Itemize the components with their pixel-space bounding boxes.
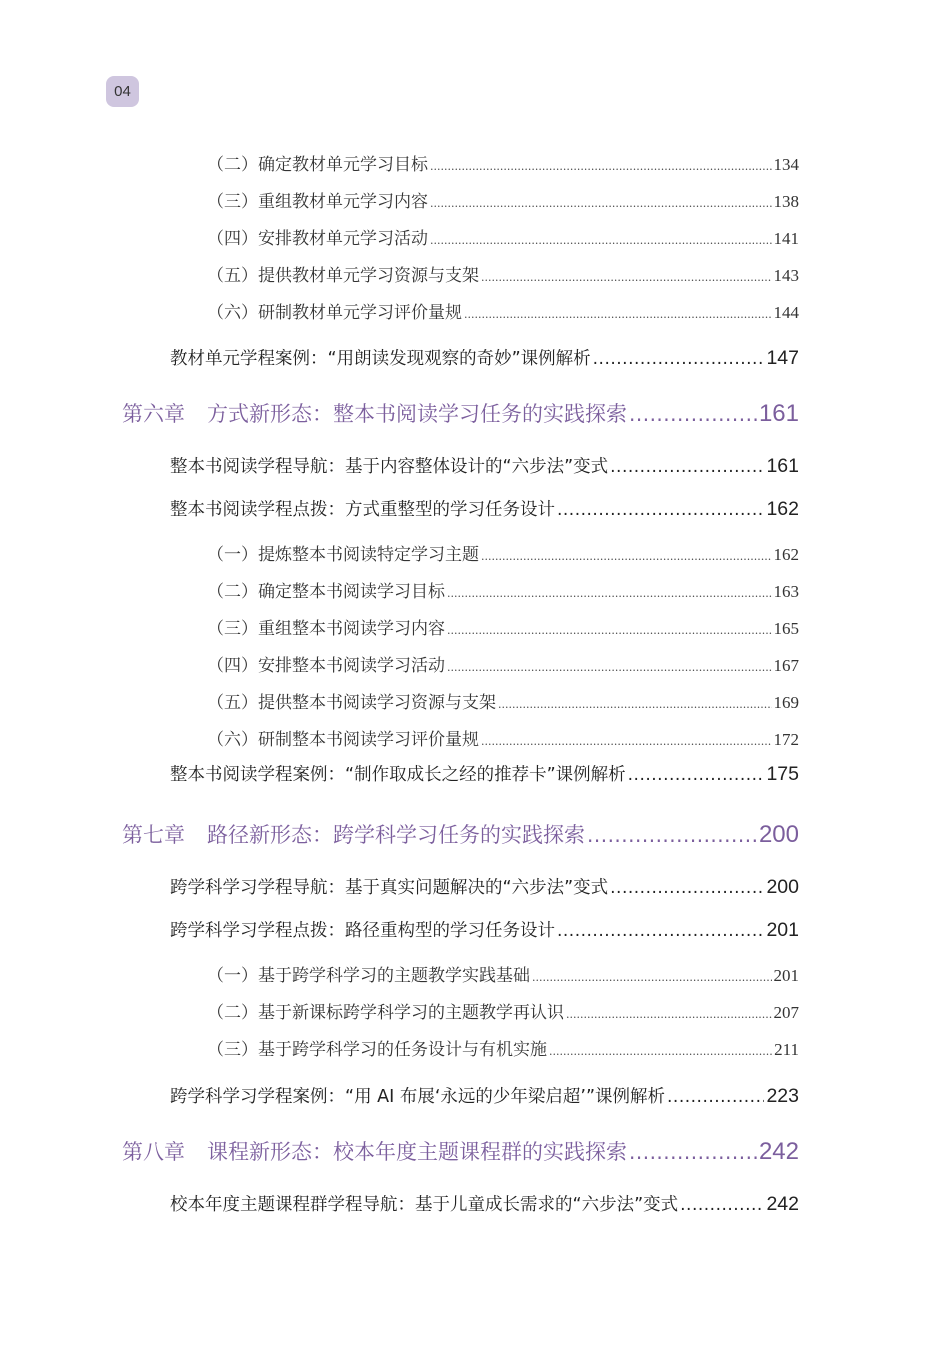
- chapter-title: 方式新形态：整本书阅读学习任务的实践探索: [207, 402, 627, 426]
- toc-entry-page: 165: [773, 619, 799, 638]
- toc-entry[interactable]: [207, 614, 799, 639]
- toc-entry[interactable]: [207, 725, 799, 750]
- toc-section-title: 教材单元学程案例：“用朗读发现观察的奇妙”课例解析: [170, 349, 591, 369]
- toc-entry[interactable]: [207, 961, 799, 986]
- toc-section[interactable]: [170, 917, 799, 942]
- toc-section-page: 175: [766, 763, 799, 785]
- toc-entry-page: 167: [773, 656, 799, 675]
- toc-section[interactable]: [170, 874, 799, 899]
- toc-leader-dots: [447, 587, 772, 600]
- toc-leader-dots: [481, 550, 772, 563]
- toc-entry-title: （一）提炼整本书阅读特定学习主题: [207, 545, 479, 565]
- toc-entry-page: 143: [773, 266, 799, 285]
- toc-leader-dots: [557, 921, 764, 941]
- toc-leader-dots: [498, 698, 772, 711]
- toc-leader-dots: [447, 661, 772, 674]
- toc-section-title: 跨学科学习学程导航：基于真实问题解决的“六步法”变式: [170, 878, 609, 898]
- toc-entry[interactable]: [207, 651, 799, 676]
- toc-section-title: 整本书阅读学程点拨：方式重整型的学习任务设计: [170, 500, 555, 520]
- toc-entry-title: （四）安排整本书阅读学习活动: [207, 656, 445, 676]
- chapter-title: 课程新形态：校本年度主题课程群的实践探索: [207, 1140, 627, 1164]
- toc-section-title: 跨学科学习学程点拨：路径重构型的学习任务设计: [170, 921, 555, 941]
- toc-leader-dots: [549, 1045, 772, 1058]
- toc-leader-dots: [557, 500, 764, 520]
- toc-leader-dots: [680, 1195, 764, 1215]
- toc-chapter-7[interactable]: [122, 819, 799, 849]
- toc-entry-page: 141: [773, 229, 799, 248]
- toc-leader-dots: [481, 735, 772, 748]
- toc-leader-dots: [629, 402, 757, 426]
- toc-leader-dots: [628, 765, 765, 785]
- toc-entry-page: 162: [773, 545, 799, 564]
- toc-entry-title: （四）安排教材单元学习活动: [207, 229, 428, 249]
- toc-entry-page: 144: [773, 303, 799, 322]
- toc-section[interactable]: [170, 453, 799, 478]
- toc-section-title: 校本年度主题课程群学程导航：基于儿童成长需求的“六步法”变式: [170, 1195, 679, 1215]
- toc-leader-dots: [587, 823, 757, 847]
- chapter-number: 第八章: [122, 1140, 185, 1164]
- toc-entry-title: （二）确定教材单元学习目标: [207, 155, 428, 175]
- toc-entry[interactable]: [207, 577, 799, 602]
- toc-entry[interactable]: [207, 298, 799, 323]
- chapter-number: 第七章: [122, 823, 185, 847]
- toc-entry-title: （二）基于新课标跨学科学习的主题教学再认识: [207, 1003, 564, 1023]
- toc-leader-dots: [481, 271, 772, 284]
- toc-entry-page: 169: [773, 693, 799, 712]
- toc-entry[interactable]: [207, 150, 799, 175]
- toc-section-page: 161: [766, 455, 799, 477]
- toc-leader-dots: [610, 457, 764, 477]
- toc-entry-title: （三）重组整本书阅读学习内容: [207, 619, 445, 639]
- toc-section[interactable]: [170, 761, 799, 786]
- toc-chapter-8[interactable]: [122, 1136, 799, 1166]
- toc-entry-page: 138: [773, 192, 799, 211]
- toc-leader-dots: [430, 234, 772, 247]
- toc-section[interactable]: [170, 496, 799, 521]
- toc-section-page: 242: [766, 1193, 799, 1215]
- toc-entry[interactable]: [207, 261, 799, 286]
- toc-leader-dots: [532, 971, 772, 984]
- toc-section[interactable]: [170, 345, 799, 370]
- toc-entry-title: （三）基于跨学科学习的任务设计与有机实施: [207, 1040, 547, 1060]
- toc-section-page: 201: [766, 919, 799, 941]
- toc-leader-dots: [593, 349, 765, 369]
- toc-leader-dots: [464, 308, 772, 321]
- toc-leader-dots: [430, 197, 772, 210]
- toc-leader-dots: [667, 1087, 764, 1107]
- toc-section-page: 200: [766, 876, 799, 898]
- toc-entry-title: （六）研制整本书阅读学习评价量规: [207, 730, 479, 750]
- toc-entry[interactable]: [207, 688, 799, 713]
- toc-entry[interactable]: [207, 540, 799, 565]
- toc-leader-dots: [430, 160, 772, 173]
- toc-entry-page: 211: [774, 1040, 799, 1059]
- toc-entry-page: 163: [773, 582, 799, 601]
- toc-section-title: 整本书阅读学程导航：基于内容整体设计的“六步法”变式: [170, 457, 609, 477]
- toc-leader-dots: [447, 624, 772, 637]
- toc-entry[interactable]: [207, 187, 799, 212]
- chapter-number: 第六章: [122, 402, 185, 426]
- toc-section-page: 147: [766, 347, 799, 369]
- toc-leader-dots: [566, 1008, 772, 1021]
- toc-leader-dots: [610, 878, 764, 898]
- toc-entry-title: （五）提供教材单元学习资源与支架: [207, 266, 479, 286]
- toc-entry[interactable]: [207, 224, 799, 249]
- chapter-title: 路径新形态：跨学科学习任务的实践探索: [207, 823, 585, 847]
- toc-entry-title: （二）确定整本书阅读学习目标: [207, 582, 445, 602]
- toc-leader-dots: [629, 1140, 757, 1164]
- page-number-badge: 04: [106, 76, 139, 107]
- toc-entry-page: 134: [773, 155, 799, 174]
- toc-section-title: 整本书阅读学程案例：“制作取成长之经的推荐卡”课例解析: [170, 765, 626, 785]
- chapter-page: 242: [758, 1138, 799, 1165]
- chapter-page: 161: [758, 400, 799, 427]
- toc-entry-page: 172: [773, 730, 799, 749]
- toc-entry-page: 207: [773, 1003, 799, 1022]
- toc-section-title: 跨学科学习学程案例：“用 AI 布展‘永远的少年梁启超’”课例解析: [170, 1087, 666, 1107]
- toc-entry-title: （一）基于跨学科学习的主题教学实践基础: [207, 966, 530, 986]
- toc-entry-title: （五）提供整本书阅读学习资源与支架: [207, 693, 496, 713]
- toc-entry[interactable]: [207, 998, 799, 1023]
- toc-entry-page: 201: [773, 966, 799, 985]
- toc-chapter-6[interactable]: [122, 398, 799, 428]
- toc-entry[interactable]: [207, 1035, 799, 1060]
- chapter-page: 200: [758, 821, 799, 848]
- toc-section-page: 223: [766, 1085, 799, 1107]
- toc-section[interactable]: [170, 1191, 799, 1216]
- toc-section[interactable]: [170, 1083, 799, 1108]
- toc-entry-title: （六）研制教材单元学习评价量规: [207, 303, 462, 323]
- toc-entry-title: （三）重组教材单元学习内容: [207, 192, 428, 212]
- toc-section-page: 162: [766, 498, 799, 520]
